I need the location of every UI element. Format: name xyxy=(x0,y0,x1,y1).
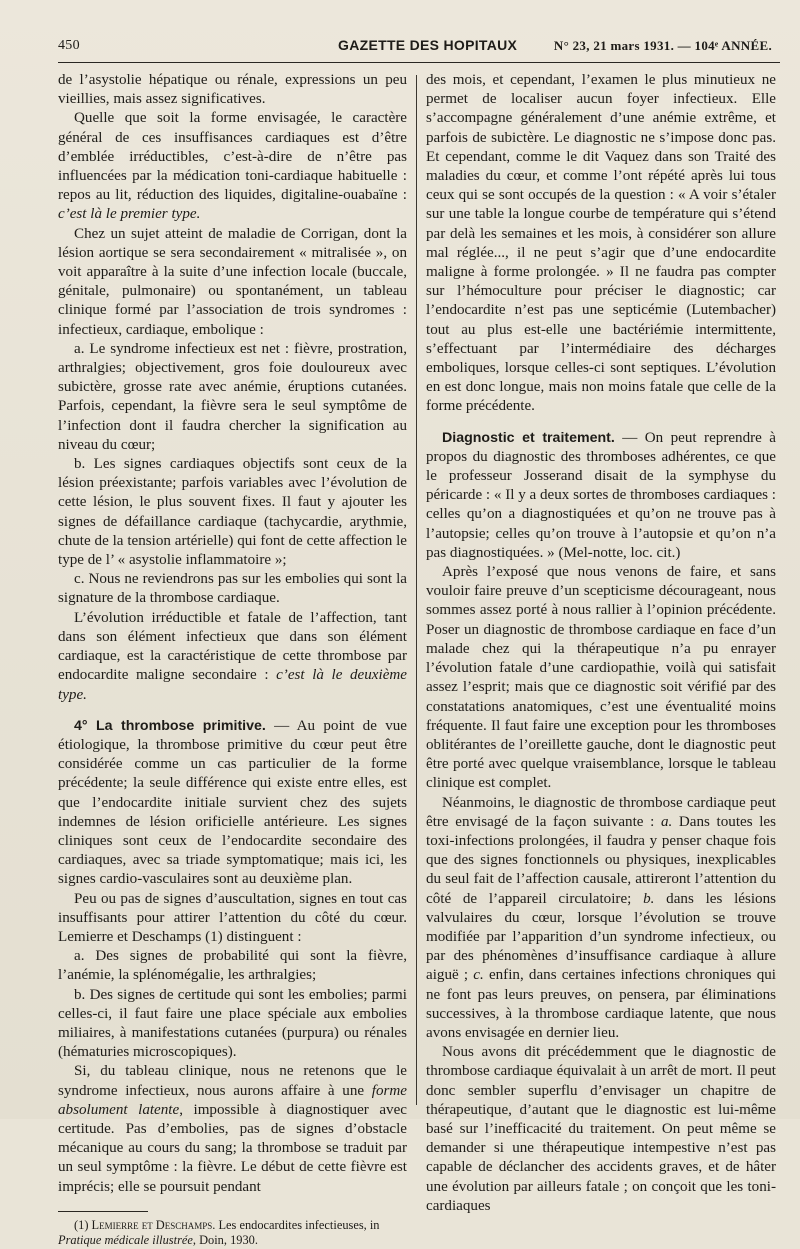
paragraph: Quelle que soit la forme envisagée, le caractère général de ces insuffisances cardiaques est d’être d’emblée irréductibles, c’est-à-dire de n’être pas influencées par la médication toni-cardiaque habituelle : repos au lit, réduction des liquides, digitaline-ouabaïne : c’est là le premier type. xyxy=(58,110,407,223)
paragraph: Peu ou pas de signes d’auscultation, signes en tout cas insuffisants pour attirer l’attention du côté du cœur. Lemierre et Deschamps (1) distinguent : xyxy=(58,890,407,945)
section-heading: Diagnostic et traitement. xyxy=(442,429,615,446)
footnote: (1) Lemierre et Deschamps. Les endocardites infectieuses, in Pratique médicale illustrée, Doin, 1930. xyxy=(58,1217,380,1248)
paragraph: Nous avons dit précédemment que le diagnostic de thrombose cardiaque équivalait à un arrêt de mort. Il peut donc sembler superflu d’envisager un chapitre de thérapeutique, d’autant que le diagnostic est lui-même basé sur l’inefficacité du traitement. On peut même se demander si une thérapeutique intempestive n’est pas capable de déclancher des accidents graves, et de hâter une évolution par ailleurs fatale ; on conçoit que les toni-cardiaques xyxy=(426,1044,776,1214)
right-column xyxy=(417,71,777,1214)
paragraph: Si, du tableau clinique, nous ne retenons que le syndrome infectieux, nous aurons affaire à une forme absolument latente, impossible à diagnostiquer avec certitude. Pas d’embolies, pas de signes d’obstacle mécanique au cours du sang; la thrombose se traduit par un seul symptôme : la fièvre. Le début de cette fièvre est imprécis; elle se poursuit pendant xyxy=(58,1063,407,1195)
paragraph: a. Des signes de probabilité qui sont la fièvre, l’anémie, la splénomégalie, les arthralgies; xyxy=(58,948,407,984)
paragraph: c. Nous ne reviendrons pas sur les embolies qui sont la signature de la thrombose cardiaque. xyxy=(58,571,407,607)
paragraph: Chez un sujet atteint de maladie de Corrigan, dont la lésion aortique se sera secondairement « mitralisée », on voit apparaître à la suite d’une infection locale (buccale, génitale, pulmonaire) ou spontanément, un tableau clinique formé par l’association de trois syndromes : infectieux, cardiaque, embolique : xyxy=(58,225,407,338)
paragraph: Après l’exposé que nous venons de faire, et sans vouloir faire preuve d’un scepticisme décourageant, nous sommes assez porté à nous rallier à l’opinion précédente. Poser un diagnostic de thrombose cardiaque en face d’un malade chez qui la thérapeutique n’a pu enrayer l’évolution fatale d’une cardiopathie, voilà qui satisfait assez l’esprit; mais que ce diagnostic soit vérifié par des constatations anatomiques, c’est une éventualité moins fréquente. Il faut faire une exception pour les thromboses oblitérantes de l’oreillette gauche, dont le diagnostic peut être porté avec quelque vraisemblance, lorsque le tableau clinique est complet. xyxy=(426,564,776,792)
journal-title: GAZETTE DES HOPITAUX xyxy=(338,37,518,53)
paragraph: L’évolution irréductible et fatale de l’affection, tant dans son élément infectieux que dans son élément cardiaque, est la caractéristique de cette thrombose par endocardite maligne secondaire : c’est là le deuxième type. xyxy=(58,609,407,703)
paragraph: de l’asystolie hépatique ou rénale, expressions un peu vieillies, mais assez significatives. xyxy=(58,72,407,108)
paragraph: b. Des signes de certitude qui sont les embolies; parmi celles-ci, il faut faire une place spéciale aux embolies miliaires, à manifestations cutanées (purpura) ou rénales (hématuries microscopiques). xyxy=(58,986,407,1061)
paragraph: a. Le syndrome infectieux est net : fièvre, prostration, arthralgies; objectivement, gros foie douloureux avec subictère, grosse rate avec anémie, éruptions cutanées. Parfois, cependant, la fièvre sera le seul symptôme de l’infection dont il faudra chercher la signification au niveau du cœur; xyxy=(58,340,407,453)
section-heading: 4° La thrombose primitive. xyxy=(74,717,266,734)
footnote-rule xyxy=(58,1211,148,1212)
left-column xyxy=(58,71,416,1248)
paragraph: b. Les signes cardiaques objectifs sont ceux de la lésion préexistante; parfois variables avec l’évolution de cette lésion, le plus souvent fixes. Il faut y ajouter les signes de défaillance cardiaque (tachycardie, arythmie, chute de la tension artérielle) qui font de cette affection le type de l’ « asystolie inflammatoire »; xyxy=(58,456,407,569)
page-number: 450 xyxy=(58,38,80,53)
section-diagnosis-treatment: Diagnostic et traitement. — On peut reprendre à propos du diagnostic des thromboses adhérentes, ce que le professeur Josserand disait de la symphyse du péricarde : « Il y a deux sortes de thromboses cardiaques : celles qu’on a diagnostiquées et qu’on ne trouve pas à l’autopsie; celles qu’on trouve à l’autopsie et qu’on n’a pas diagnostiquées. » (Mel-notte, loc. cit.) xyxy=(426,429,776,561)
text-columns xyxy=(58,71,780,1248)
section-primitive-thrombosis: 4° La thrombose primitive. — Au point de vue étiologique, la thrombose primitive du cœur peut être considérée comme un cas particulier de la forme précédente; la seule différence qui existe entre elles, est que l’endocardite initiale survient chez des sujets indemnes de lésion orificielle antérieure. Les signes cliniques sont ceux de l’endocardite secondaire des cardiaques, avec sa triade symptomatique; mais ici, les signes cardio-vasculaires sont au deuxième plan. xyxy=(58,717,407,888)
running-header xyxy=(58,34,780,56)
paragraph: Néanmoins, le diagnostic de thrombose cardiaque peut être envisagé de la façon suivante : a. Dans toutes les toxi-infections prolongées, il faudra y penser chaque fois que des signes fonctionnels ou physiques, inexplicables du seul fait de l’affection causale, attireront l’attention du côté de l’appareil circulatoire; b. dans les lésions valvulaires du cœur, lorsque l’évolution se trouve modifiée par l’apparition d’un syndrome infectieux, ou par des phénomènes d’insuffisance cardiaque à allure aiguë ; c. enfin, dans certaines infections chroniques qui ne font pas leurs preuves, on pensera, par éliminations successives, à la thrombose cardiaque latente, que nous avons envisagée en dernier lieu. xyxy=(426,794,777,1041)
paragraph: des mois, et cependant, l’examen le plus minutieux ne permet de localiser aucun foyer infectieux. Elle s’accompagne généralement d’une anémie extrême, et parfois de subictère. Le diagnostic ne s’impose donc pas. Et cependant, comme le dit Vaquez dans son Traité des maladies du cœur, et comme l’ont répété après lui tous ceux qui se sont occupés de la question : « A voir s’étaler sur une table la longue courbe de température qui s’étend par delà les semaines et les mois, à considérer son allure mal réglée..., il ne peut s’agir que d’une endocardite maligne à forme prolongée. » Il ne faudra pas compter sur l’hémoculture pour préciser le diagnostic; car l’endocardite n’est pas une septicémie (Lutembacher) tout au plus est-elle une bactériémie intermittente, s’effectuant par l’intermédiaire des décharges emboliques, lorsque celles-ci sont septiques. L’évolution en est donc longue, mais non moins fatale que celle de la forme précédente. xyxy=(426,72,776,415)
header-rule xyxy=(58,62,780,63)
issue-info: N° 23, 21 mars 1931. — 104ᵉ ANNÉE. xyxy=(553,38,772,53)
